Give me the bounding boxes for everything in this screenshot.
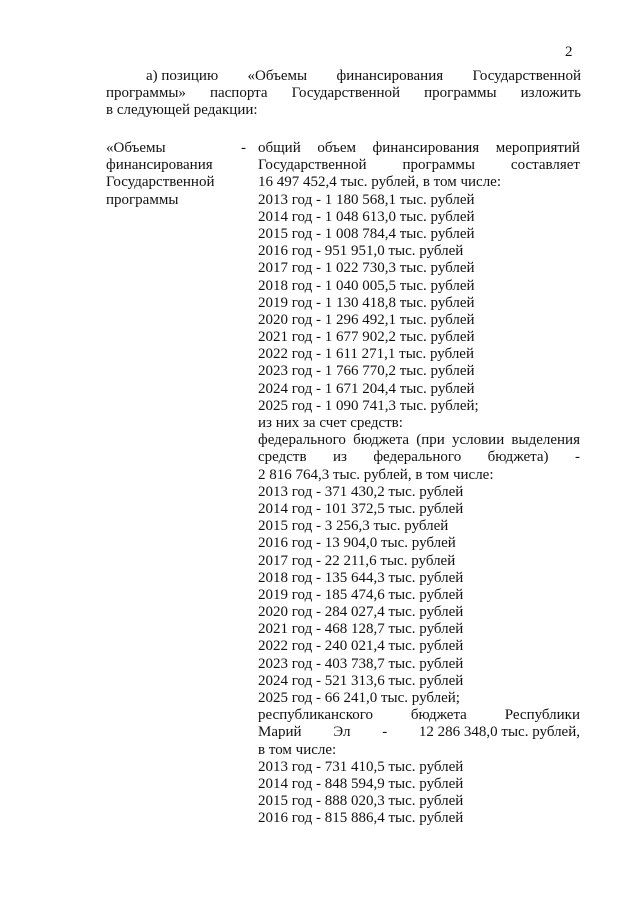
- content-word: Государственной: [258, 157, 367, 174]
- content-word: 12 286 348,0 тыс. рублей,: [418, 724, 580, 741]
- intro-word: финансирования: [336, 68, 444, 84]
- federal-year-line: 2023 год - 403 738,7 тыс. рублей: [258, 655, 464, 672]
- total-year-line: 2025 год - 1 090 741,3 тыс. рублей;: [258, 397, 479, 414]
- republic-line-1: [258, 707, 580, 724]
- content-word: федерального: [373, 449, 462, 466]
- federal-year-line: 2014 год - 101 372,5 тыс. рублей: [258, 500, 464, 517]
- content-word: выделения: [511, 432, 580, 449]
- content-word: бюджета: [353, 432, 410, 449]
- total-year-line: 2021 год - 1 677 902,2 тыс. рублей: [258, 329, 475, 346]
- federal-year-line: 2013 год - 371 430,2 тыс. рублей: [258, 483, 464, 500]
- federal-year-line: 2016 год - 13 904,0 тыс. рублей: [258, 535, 456, 552]
- total-years-list: [258, 192, 580, 415]
- intro-word: Государственной: [291, 85, 401, 101]
- republic-line-2: [258, 724, 580, 741]
- federal-year-line: 2021 год - 468 128,7 тыс. рублей: [258, 621, 464, 638]
- intro-word: паспорта: [209, 85, 268, 101]
- total-year-line: 2019 год - 1 130 418,8 тыс. рублей: [258, 294, 475, 311]
- position-label-line: финансирования: [106, 157, 213, 174]
- content-word: условии: [451, 432, 505, 449]
- sources-heading: из них за счет средств:: [258, 415, 403, 431]
- content-word: федерального: [258, 432, 346, 449]
- intro-word: программы»: [106, 85, 186, 101]
- federal-year-line: 2017 год - 22 211,6 тыс. рублей: [258, 552, 456, 569]
- position-content: [258, 140, 580, 828]
- total-year-line: 2024 год - 1 671 204,4 тыс. рублей: [258, 380, 475, 397]
- content-word: составляет: [510, 157, 580, 174]
- total-year-line: 2013 год - 1 180 568,1 тыс. рублей: [258, 191, 475, 208]
- content-line-total-1: [258, 140, 580, 157]
- content-word: из: [332, 449, 347, 466]
- federal-amount: 2 816 764,3 тыс. рублей, в том числе:: [258, 466, 494, 483]
- intro-paragraph: [106, 68, 581, 119]
- content-line-total-amount: 16 497 452,4 тыс. рублей, в том числе:: [258, 174, 502, 191]
- content-word: Республики: [504, 707, 580, 724]
- total-year-line: 2017 год - 1 022 730,3 тыс. рублей: [258, 260, 475, 277]
- position-label-line: Государственной: [106, 174, 215, 191]
- content-word: (при: [416, 432, 445, 449]
- intro-word: «Объемы: [247, 68, 308, 84]
- republic-year-line: 2014 год - 848 594,9 тыс. рублей: [258, 775, 464, 792]
- federal-year-line: 2020 год - 284 027,4 тыс. рублей: [258, 604, 464, 621]
- republic-year-line: 2015 год - 888 020,3 тыс. рублей: [258, 793, 464, 810]
- federal-line-2: [258, 449, 580, 466]
- content-word: Марий: [258, 724, 302, 741]
- intro-line-2: [106, 85, 581, 102]
- total-year-line: 2015 год - 1 008 784,4 тыс. рублей: [258, 225, 475, 242]
- content-word: республиканского: [258, 707, 373, 724]
- federal-line-1: [258, 432, 580, 449]
- content-word: финансирования: [372, 140, 480, 156]
- position-label: [106, 140, 236, 209]
- republic-in-total: в том числе:: [258, 741, 337, 758]
- content-word: мероприятий: [495, 140, 580, 156]
- intro-line-3: в следующей редакции:: [106, 102, 258, 118]
- federal-year-line: 2022 год - 240 021,4 тыс. рублей: [258, 638, 464, 655]
- content-word: Эл: [333, 724, 351, 741]
- total-year-line: 2018 год - 1 040 005,5 тыс. рублей: [258, 277, 475, 294]
- federal-years-list: [258, 484, 580, 707]
- republic-year-line: 2013 год - 731 410,5 тыс. рублей: [258, 758, 464, 775]
- republic-year-line: 2016 год - 815 886,4 тыс. рублей: [258, 810, 464, 827]
- federal-year-line: 2015 год - 3 256,3 тыс. рублей: [258, 518, 449, 535]
- content-word: средств: [258, 449, 307, 466]
- content-word: -: [574, 449, 580, 466]
- total-year-line: 2023 год - 1 766 770,2 тыс. рублей: [258, 363, 475, 380]
- intro-word: а) позицию: [146, 68, 219, 84]
- content-word: объем: [317, 140, 356, 156]
- intro-word: программы: [424, 85, 497, 101]
- intro-line-1: [106, 68, 581, 85]
- page-number: 2: [565, 44, 573, 60]
- column-dash: -: [241, 140, 246, 156]
- total-year-line: 2020 год - 1 296 492,1 тыс. рублей: [258, 311, 475, 328]
- content-word: бюджета): [487, 449, 549, 466]
- total-year-line: 2014 год - 1 048 613,0 тыс. рублей: [258, 208, 475, 225]
- federal-year-line: 2018 год - 135 644,3 тыс. рублей: [258, 569, 464, 586]
- republic-years-list: [258, 759, 580, 828]
- position-label-line: программы: [106, 191, 179, 208]
- total-year-line: 2022 год - 1 611 271,1 тыс. рублей: [258, 346, 474, 363]
- content-word: -: [382, 724, 388, 741]
- intro-word: Государственной: [472, 68, 581, 84]
- content-word: общий: [258, 140, 301, 156]
- content-word: программы: [402, 157, 475, 174]
- federal-year-line: 2019 год - 185 474,6 тыс. рублей: [258, 586, 464, 603]
- total-year-line: 2016 год - 951 951,0 тыс. рублей: [258, 243, 464, 260]
- content-word: бюджета: [410, 707, 467, 724]
- content-line-total-2: [258, 157, 580, 174]
- federal-year-line: 2024 год - 521 313,6 тыс. рублей: [258, 672, 464, 689]
- federal-year-line: 2025 год - 66 241,0 тыс. рублей;: [258, 690, 460, 706]
- intro-word: изложить: [520, 85, 581, 101]
- position-label-line: «Объемы: [106, 140, 166, 156]
